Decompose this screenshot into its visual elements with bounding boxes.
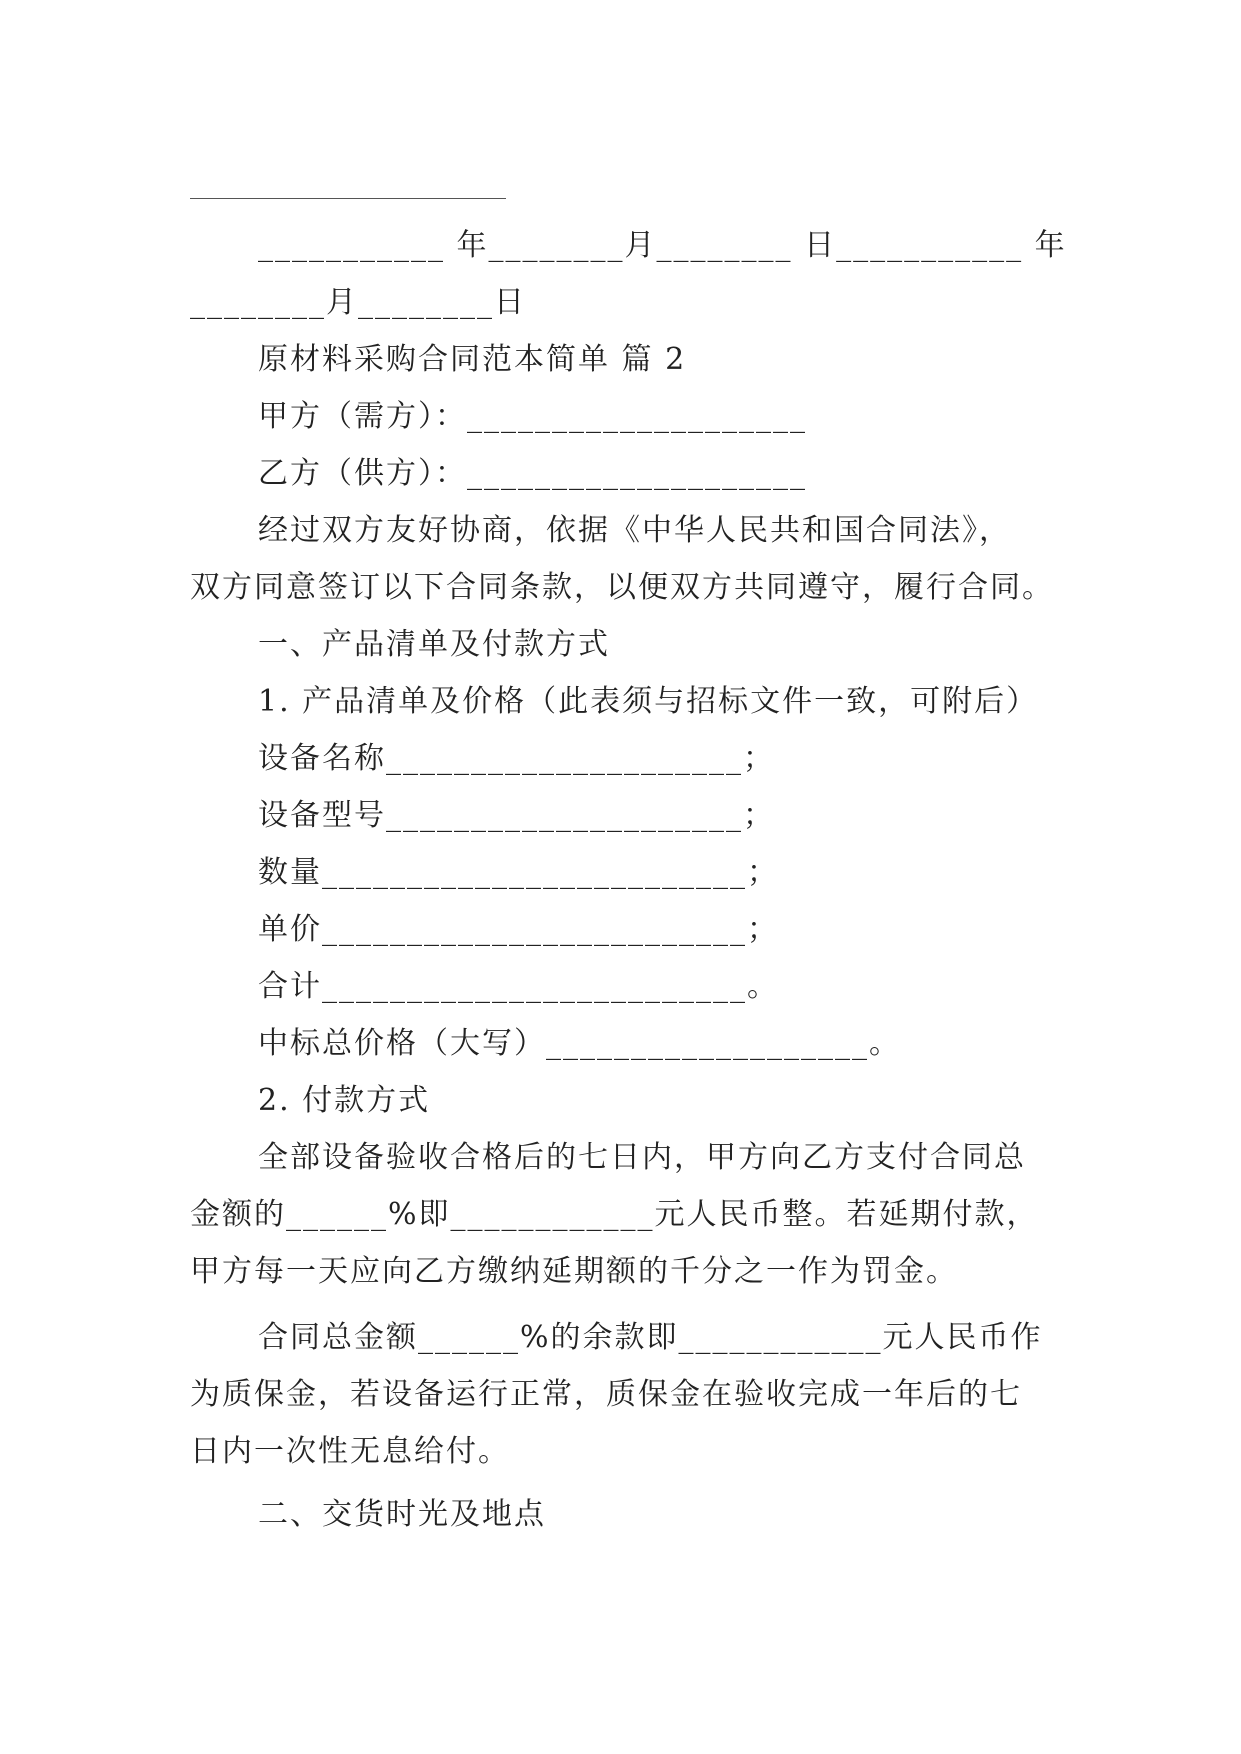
bid-total-field: 中标总价格（大写）___________________。 (258, 1026, 901, 1061)
payment-paragraph-line-1: 全部设备验收合格后的七日内，甲方向乙方支付合同总 (258, 1140, 1026, 1175)
party-a-line: 甲方（需方）：____________________ (258, 399, 807, 434)
date-line-2: ________月________日 (190, 285, 526, 320)
contract-heading: 原材料采购合同范本简单 篇 2 (258, 342, 687, 377)
retention-paragraph-line-2: 为质保金，若设备运行正常，质保金在验收完成一年后的七 (190, 1377, 1022, 1412)
party-b-line: 乙方（供方）：____________________ (258, 456, 807, 491)
device-name-field: 设备名称_____________________； (258, 741, 775, 776)
retention-paragraph-line-3: 日内一次性无息给付。 (190, 1434, 510, 1469)
unit-price-field: 单价_________________________； (258, 912, 779, 947)
retention-paragraph-line-1: 合同总金额______%的余款即____________元人民币作 (258, 1320, 1043, 1355)
intro-paragraph-line-2: 双方同意签订以下合同条款，以便双方共同遵守，履行合同。 (190, 570, 1054, 605)
payment-paragraph-line-2: 金额的______%即____________元人民币整。若延期付款， (190, 1197, 1039, 1232)
payment-paragraph-line-3: 甲方每一天应向乙方缴纳延期额的千分之一作为罚金。 (190, 1254, 958, 1289)
intro-paragraph-line-1: 经过双方友好协商，依据《中华人民共和国合同法》， (258, 513, 1011, 548)
quantity-field: 数量_________________________； (258, 855, 779, 890)
item-2-heading: 2. 付款方式 (258, 1083, 431, 1118)
item-1-heading: 1. 产品清单及价格（此表须与招标文件一致，可附后） (258, 684, 1039, 719)
signature-rule (190, 198, 506, 199)
device-model-field: 设备型号_____________________； (258, 798, 775, 833)
section-1-heading: 一、产品清单及付款方式 (258, 627, 610, 662)
date-line-1: ___________ 年________月________ 日___________ 年 (258, 228, 1067, 263)
section-2-heading: 二、交货时光及地点 (258, 1497, 546, 1532)
total-field: 合计_________________________。 (258, 969, 779, 1004)
